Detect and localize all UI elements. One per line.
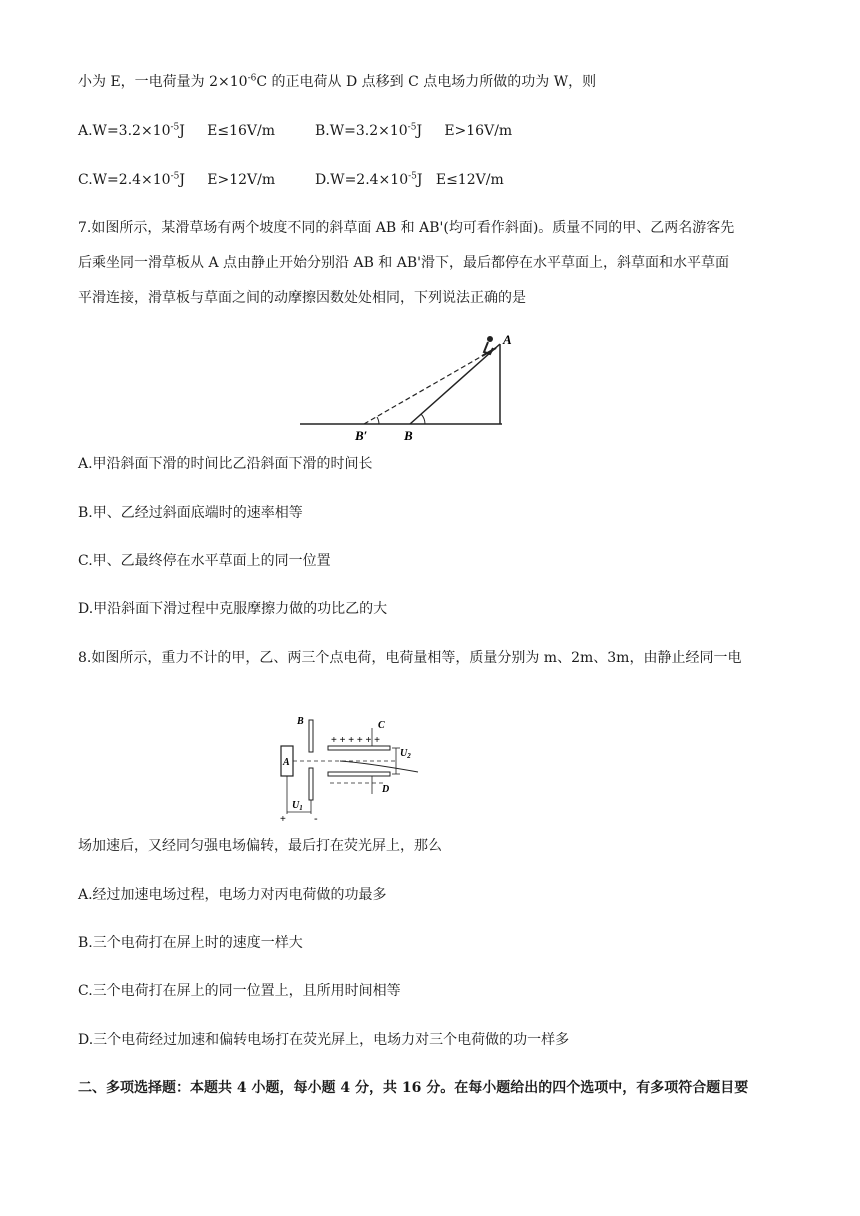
q8-option-d: D.三个电荷经过加速和偏转电场打在荧光屏上，电场力对三个电荷做的功一样多 xyxy=(78,1032,570,1048)
q8-option-a: A.经过加速电场过程，电场力对丙电荷做的功最多 xyxy=(78,887,387,903)
q7-option-d: D.甲沿斜面下滑过程中克服摩擦力做的功比乙的大 xyxy=(78,601,388,617)
q6-stem-sup: -6 xyxy=(247,73,257,84)
label-b-prime: B′ xyxy=(355,428,368,443)
label-c: C xyxy=(378,720,385,731)
q7-option-b: B.甲、乙经过斜面底端时的速率相等 xyxy=(78,505,303,521)
plate-b-bottom xyxy=(309,768,313,800)
q8-option-b: B.三个电荷打在屏上时的速度一样大 xyxy=(78,935,303,951)
q6-option-d-pre: D.W=2.4×10 xyxy=(315,172,409,188)
q6-option-b-sup: -5 xyxy=(407,122,417,133)
slope-ab xyxy=(410,344,500,424)
q8-deflection-figure xyxy=(278,712,428,827)
q7-stem-line-2: 后乘坐同一滑草板从 A 点由静止开始分别沿 AB 和 AB'滑下，最后都停在水平草面上，斜草面和水平草面 xyxy=(78,255,730,271)
q7-option-a: A.甲沿斜面下滑的时间比乙沿斜面下滑的时间长 xyxy=(78,456,373,472)
plus-signs: + + + + + + xyxy=(331,735,380,746)
q6-stem-text: 小为 E，一电荷量为 2×10 xyxy=(78,74,248,90)
q6-option-d xyxy=(315,170,504,190)
rider-icon xyxy=(482,336,496,356)
q6-option-c-sup: -5 xyxy=(170,171,180,182)
q7-stem-line-3: 平滑连接，滑草板与草面之间的动摩擦因数处处相同，下列说法正确的是 xyxy=(78,290,526,306)
q7-stem-line-1: 7.如图所示，某滑草场有两个坡度不同的斜草面 AB 和 AB'(均可看作斜面)。质量不同的甲、乙两名游客先 xyxy=(78,220,735,236)
label-u2: $U_2$ xyxy=(400,748,411,760)
q6-stem-text-2: C 的正电荷从 D 点移到 C 点电场力所做的功为 W，则 xyxy=(256,74,597,90)
label-d: D xyxy=(382,784,390,795)
q6-stem-tail xyxy=(78,72,596,92)
plate-d xyxy=(328,772,390,776)
q6-option-b-pre: B.W=3.2×10 xyxy=(315,123,408,139)
q6-option-a-post: J E≤16V/m xyxy=(179,123,276,139)
label-b: B xyxy=(404,428,413,443)
label-a: A xyxy=(283,757,290,768)
label-b: B xyxy=(297,716,304,727)
section2-heading: 二、多项选择题：本题共 4 小题，每小题 4 分，共 16 分。在每小题给出的四个选项中，有多项符合题目要 xyxy=(78,1080,749,1096)
q6-option-a-sup: -5 xyxy=(170,122,180,133)
q7-slope-figure xyxy=(300,330,520,445)
q6-option-d-post: J E≤12V/m xyxy=(416,172,504,188)
q7-option-c: C.甲、乙最终停在水平草面上的同一位置 xyxy=(78,553,331,569)
q8-option-c: C.三个电荷打在屏上的同一位置上，且所用时间相等 xyxy=(78,983,401,999)
angle-arc-b-prime xyxy=(377,417,379,424)
plate-c xyxy=(328,746,390,750)
angle-arc-b xyxy=(421,414,425,424)
plus-terminal: + xyxy=(280,814,286,825)
deflected-path xyxy=(340,761,418,772)
q6-option-d-sup: -5 xyxy=(408,171,417,182)
q8-stem: 8.如图所示，重力不计的甲，乙、两三个点电荷，电荷量相等，质量分别为 m、2m、3m，由静止经同一电 xyxy=(78,650,742,666)
q6-option-a xyxy=(78,121,275,141)
q6-option-c-pre: C.W=2.4×10 xyxy=(78,172,171,188)
minus-terminal: - xyxy=(314,813,318,825)
q6-option-a-pre: A.W=3.2×10 xyxy=(78,123,171,139)
slope-ab-prime xyxy=(364,348,496,424)
q6-option-b xyxy=(315,121,512,141)
q6-option-c xyxy=(78,170,275,190)
q6-option-b-post: J E>16V/m xyxy=(416,123,513,139)
q8-stem-cont: 场加速后，又经同匀强电场偏转，最后打在荧光屏上，那么 xyxy=(78,838,442,854)
label-a: A xyxy=(503,332,512,347)
plate-b-top xyxy=(309,720,313,752)
label-u1: $U_1$ xyxy=(292,800,303,812)
q6-option-c-post: J E>12V/m xyxy=(179,172,276,188)
